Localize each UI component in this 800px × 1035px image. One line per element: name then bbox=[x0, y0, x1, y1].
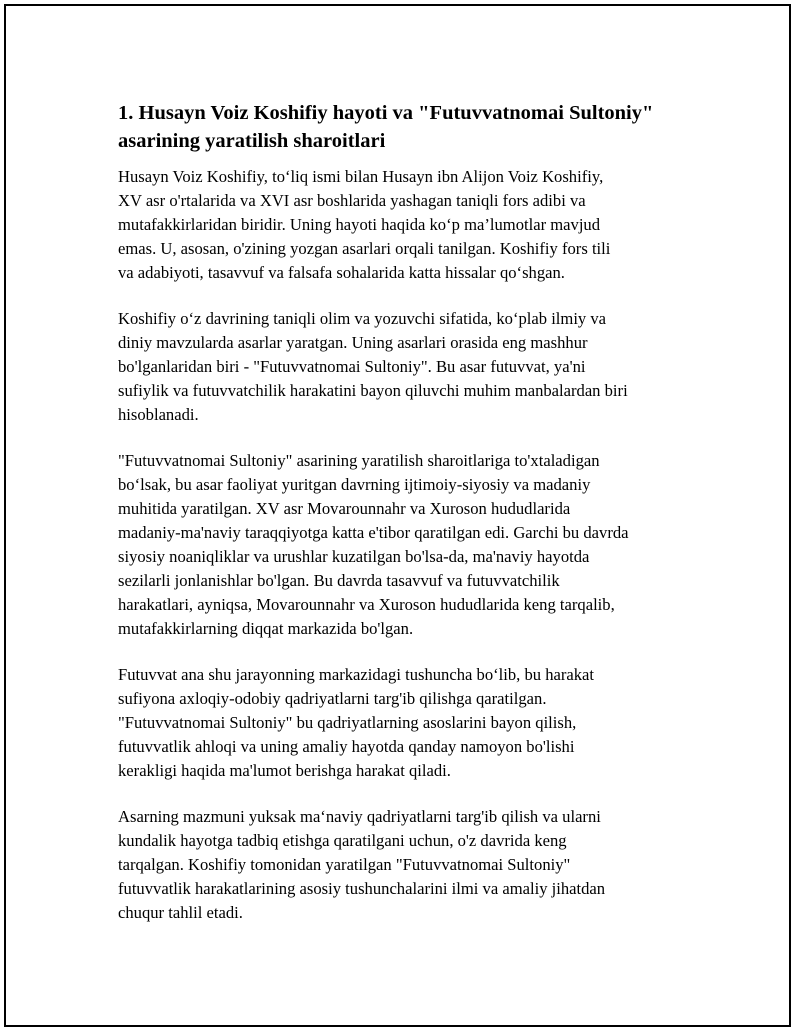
paragraph-4: Futuvvat ana shu jarayonning markazidagi tushuncha bo‘lib, bu harakat sufiyona axloqiy-odobiy qadriyatlarni targ'ib qilishga qaratilgan. "Futuvvatnomai Sultoniy" bu qadriyatlarning asoslarini bayon qilish, futuvvatlik ahloqi va uning amaliy hayotda qanday namoyon bo'lishi kerakligi haqida ma'lumot berishga harakat qiladi. bbox=[118, 665, 595, 780]
paragraph-3: "Futuvvatnomai Sultoniy" asarining yaratilish sharoitlariga to'xtaladigan bo‘lsak, bu asar faoliyat yuritgan davrning ijtimoiy-siyosiy va madaniy muhitida yaratilgan. XV asr Movarounnahr va Xuroson hududlarida madaniy-ma'naviy taraqqiyotga katta e'tibor qaratilgan edi. Garchi bu davrda siyosiy noaniqliklar va urushlar kuzatilgan bo'lsa-da, ma'naviy hayotda sezilarli jonlanishlar bo'lgan. Bu davrda tasavvuf va futuvvatchilik harakatlari, ayniqsa, Movarounnahr va Xuroson hududlarida keng tarqalib, mutafakkirlarning diqqat markazida bo'lgan. bbox=[118, 451, 629, 638]
document-page bbox=[4, 4, 791, 1027]
document-title: 1. Husayn Voiz Koshifiy hayoti va "Futuvvatnomai Sultoniy" asarining yaratilish sharoitlari bbox=[118, 102, 654, 152]
paragraph-2: Koshifiy o‘z davrining taniqli olim va yozuvchi sifatida, ko‘plab ilmiy va diniy mavzularda asarlar yaratgan. Uning asarlari orasida eng mashhur bo'lganlaridan biri - "Futuvvatnomai Sultoniy". Bu asar futuvvat, ya'ni sufiylik va futuvvatchilik harakatini bayon qiluvchi muhim manbalardan biri hisoblanadi. bbox=[118, 309, 628, 424]
document-body bbox=[118, 99, 698, 947]
paragraph-1: Husayn Voiz Koshifiy, to‘liq ismi bilan Husayn ibn Alijon Voiz Koshifiy, XV asr o'rtalarida va XVI asr boshlarida yashagan taniqli fors adibi va mutafakkirlaridan biridir. Uning hayoti haqida ko‘p ma’lumotlar mavjud emas. U, asosan, o'zining yozgan asarlari orqali tanilgan. Koshifiy fors tili va adabiyoti, tasavvuf va falsafa sohalarida katta hissalar qo‘shgan. bbox=[118, 167, 611, 282]
paragraph-5: Asarning mazmuni yuksak ma‘naviy qadriyatlarni targ'ib qilish va ularni kundalik hayotga tadbiq etishga qaratilgani uchun, o'z davrida keng tarqalgan. Koshifiy tomonidan yaratilgan "Futuvvatnomai Sultoniy" futuvvatlik harakatlarining asosiy tushunchalarini ilmi va amaliy jihatdan chuqur tahlil etadi. bbox=[118, 807, 606, 922]
